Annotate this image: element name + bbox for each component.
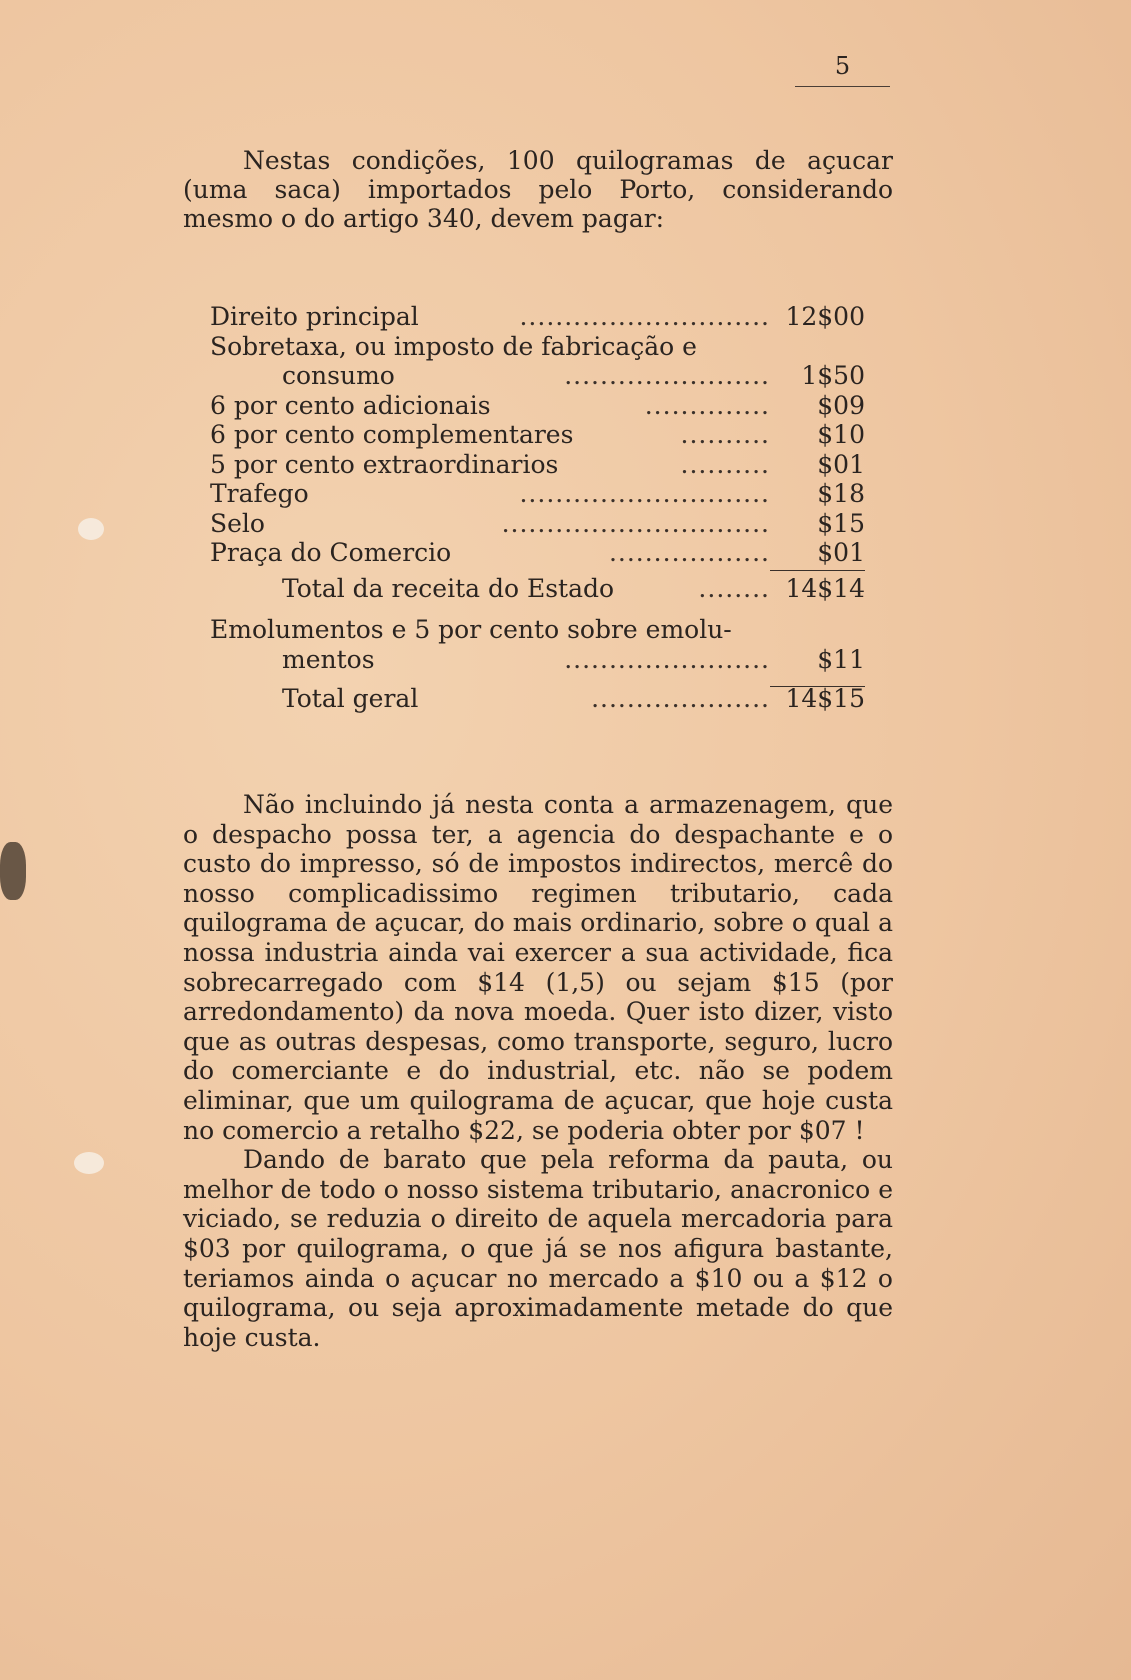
row-label: 6 por cento complementares bbox=[210, 420, 574, 449]
paragraph: Não incluindo já nesta conta a armazenagem, que o despacho possa ter, a agencia do despachante e o custo do impresso, só de impostos indirectos, mercê do nosso complicadissimo regimen tributario, cada quilograma de açucar, do mais ordinario, sobre o qual a nossa industria ainda vai exercer a sua actividade, fica sobrecarregado com $14 (1,5) ou sejam $15 (por arredondamento) da nova moeda. Quer isto dizer, visto que as outras despesas, como transporte, seguro, lucro do comerciante e do industrial, etc. não se podem eliminar, que um quilograma de açucar, que hoje custa no comercio a retalho $22, se poderia obter por $07 ! bbox=[183, 790, 893, 1145]
leader-dots: ............................ bbox=[519, 479, 770, 508]
leader-dots: .............. bbox=[644, 390, 770, 420]
row-value: $11 bbox=[817, 644, 865, 674]
row-label: Sobretaxa, ou imposto de fabricação e bbox=[210, 331, 697, 361]
table-row bbox=[210, 361, 865, 391]
body-text bbox=[183, 790, 893, 1352]
table-row bbox=[210, 391, 865, 421]
row-value: $01 bbox=[817, 538, 865, 567]
row-label: Selo bbox=[210, 508, 265, 538]
table-row bbox=[210, 332, 865, 362]
row-value: 12$00 bbox=[785, 302, 865, 331]
table-row bbox=[210, 645, 865, 675]
leader-dots: ....................... bbox=[564, 361, 770, 390]
row-value: 14$15 bbox=[785, 684, 865, 713]
paper-speck bbox=[78, 518, 104, 540]
row-label: Praça do Comercio bbox=[210, 538, 452, 567]
row-label: consumo bbox=[282, 361, 395, 390]
sum-rule bbox=[770, 570, 865, 571]
row-value: $01 bbox=[817, 449, 865, 479]
paper-speck bbox=[74, 1152, 104, 1174]
row-label: Total geral bbox=[282, 684, 419, 713]
row-label: Emolumentos e 5 por cento sobre emolu- bbox=[210, 615, 732, 644]
table-row bbox=[210, 450, 865, 480]
row-label: Total da receita do Estado bbox=[282, 573, 615, 603]
row-label: mentos bbox=[282, 644, 375, 674]
leader-dots: ............................ bbox=[519, 302, 770, 331]
table-row bbox=[210, 509, 865, 539]
page-number: 5 bbox=[795, 52, 890, 87]
row-value: $15 bbox=[817, 508, 865, 538]
paper-speck bbox=[0, 842, 26, 900]
row-label: Direito principal bbox=[210, 302, 419, 331]
tax-table bbox=[210, 302, 865, 714]
intro-paragraph: Nestas condições, 100 quilogramas de açucar (uma saca) importados pelo Porto, considerando mesmo o do artigo 340, devem pagar: bbox=[183, 146, 893, 233]
leader-dots: .......... bbox=[680, 449, 770, 479]
leader-dots: ........ bbox=[698, 573, 770, 603]
paragraph: Dando de barato que pela reforma da pauta, ou melhor de todo o nosso sistema tributario, anacronico e viciado, se reduzia o direito de aquela mercadoria para $03 por quilograma, o que já se nos afigura bastante, teriamos ainda o açucar no mercado a $10 ou a $12 o quilograma, ou seja aproximadamente metade do que hoje custa. bbox=[183, 1145, 893, 1352]
table-row bbox=[210, 538, 865, 568]
leader-dots: .................. bbox=[608, 538, 770, 567]
table-row bbox=[210, 479, 865, 509]
leader-dots: .............................. bbox=[501, 508, 770, 538]
leader-dots: ....................... bbox=[564, 644, 770, 674]
row-value: $18 bbox=[817, 479, 865, 508]
row-value: 1$50 bbox=[801, 361, 865, 390]
table-row bbox=[210, 684, 865, 714]
row-value: $10 bbox=[817, 420, 865, 449]
table-row bbox=[210, 302, 865, 332]
table-row bbox=[210, 574, 865, 604]
leader-dots: .......... bbox=[680, 420, 770, 449]
row-label: Trafego bbox=[210, 479, 309, 508]
row-label: 5 por cento extraordinarios bbox=[210, 449, 559, 479]
leader-dots: .................... bbox=[591, 684, 770, 713]
table-row bbox=[210, 420, 865, 450]
row-value: 14$14 bbox=[785, 573, 865, 603]
table-row bbox=[210, 615, 865, 645]
row-value: $09 bbox=[817, 390, 865, 420]
row-label: 6 por cento adicionais bbox=[210, 390, 491, 420]
